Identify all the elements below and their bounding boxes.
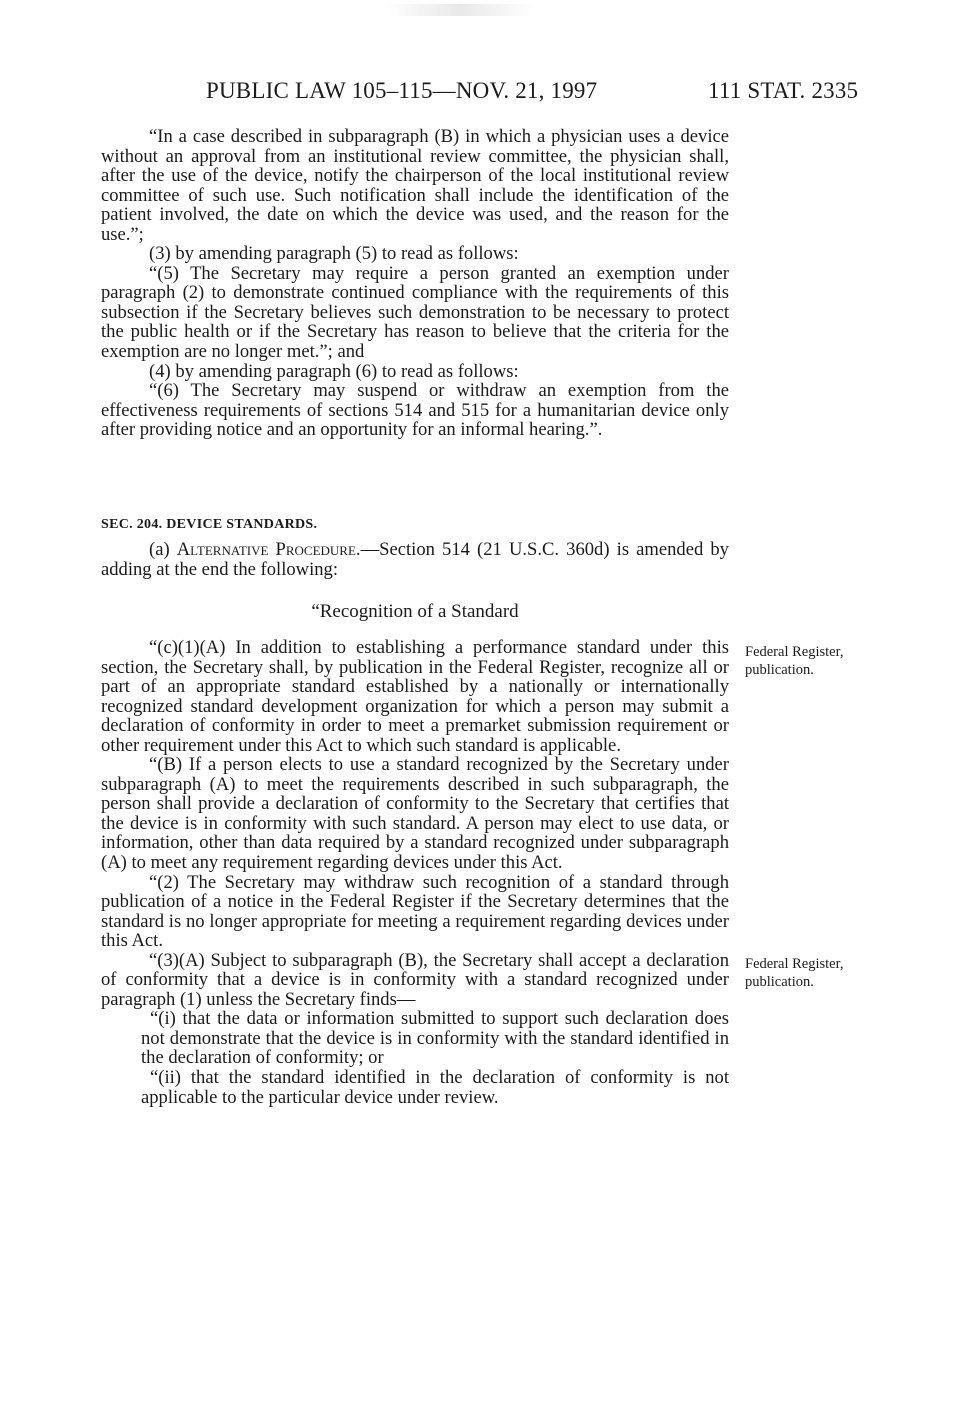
paragraph-c1A: “(c)(1)(A) In addition to establishing a performance standard under this section, the Secretary shall, by publication in the Federal Register, recognize all or part of an appropriate standard established by a nationally or internationally recognized standard development organization for which a person may submit a declaration of conformity in order to meet a premarket submission requirement or other requirement under this Act to which such standard is applicable. [101, 637, 729, 756]
clause-i: “(i) that the data or information submitted to support such declaration does not demonstrate that the device is in conformity with the standard identified in the declaration of conformity; or [141, 1008, 729, 1069]
margin-note-line: Federal Register, [745, 956, 844, 972]
subsection-a-text: .—Section 514 (21 U.S.C. 360d) is amended by adding at the end the following: [101, 539, 729, 580]
recognition-heading: “Recognition of a Standard [311, 601, 519, 622]
clause-ii: “(ii) that the standard identified in the declaration of conformity is not applicable to the particular device under review. [141, 1067, 729, 1108]
paragraph-c2: “(2) The Secretary may withdraw such recognition of a standard through publication of a notice in the Federal Register if the Secretary determines that the standard is no longer appropriate for meeting a requirement regarding devices under this Act. [101, 871, 729, 952]
running-header-right: 111 STAT. 2335 [708, 78, 859, 103]
amendment-block-1 [101, 127, 729, 440]
subsection-a-label: (a) [149, 539, 177, 560]
margin-note-federal-register-1 [745, 644, 843, 679]
paragraph-c1B: “(B) If a person elects to use a standard recognized by the Secretary under subparagraph (A) to meet the requirements described in such subparagraph, the person shall provide a declaration of conformity to the Secretary that certifies that the device is in conformity with such standard. A person may elect to use data, or information, other than data required by a standard recognized under subparagraph (A) to meet any requirement regarding devices under this Act. [101, 754, 729, 874]
section-heading: SEC. 204. DEVICE STANDARDS. [101, 517, 318, 532]
amendment-instruction-4: (4) by amending paragraph (6) to read as follows: [149, 360, 519, 382]
quoted-paragraph-physician-notice: “In a case described in subparagraph (B) in which a physician uses a device without an approval from an institutional review committee, the physician shall, after the use of the device, notify the chairperson of the local institutional review committee of such use. Such notification shall include the identification of the patient involved, the date on which the device was used, and the reason for the use.”; [101, 126, 729, 245]
margin-note-federal-register-2 [745, 956, 843, 991]
subsection-a [101, 540, 729, 579]
quoted-paragraph-6: “(6) The Secretary may suspend or withdraw an exemption from the effectiveness requirements of sections 514 and 515 for a humanitarian device only after providing notice and an opportunity for an informal hearing.”. [101, 380, 729, 441]
margin-note-line: publication. [745, 661, 814, 678]
paragraph-c3A: “(3)(A) Subject to subparagraph (B), the Secretary shall accept a declaration of conformity that a device is in conformity with a standard recognized under paragraph (1) unless the Secretary finds— [101, 949, 729, 1010]
amendment-instruction-3: (3) by amending paragraph (5) to read as follows: [149, 243, 519, 265]
scan-smudge [385, 4, 535, 16]
subsection-a-caption: Alternative Procedure [176, 539, 356, 560]
running-header-left: PUBLIC LAW 105–115—NOV. 21, 1997 [206, 78, 598, 103]
margin-note-line: publication. [745, 973, 814, 990]
amendment-block-2 [101, 638, 729, 1107]
margin-note-line: Federal Register, [745, 644, 844, 660]
subsection-a-paragraph [101, 540, 729, 579]
quoted-paragraph-5: “(5) The Secretary may require a person granted an exemption under paragraph (2) to demonstrate continued compliance with the requirements of this subsection if the Secretary believes such demonstration to be necessary to protect the public health or if the Secretary has reason to believe that the criteria for the exemption are no longer met.”; and [101, 262, 729, 363]
